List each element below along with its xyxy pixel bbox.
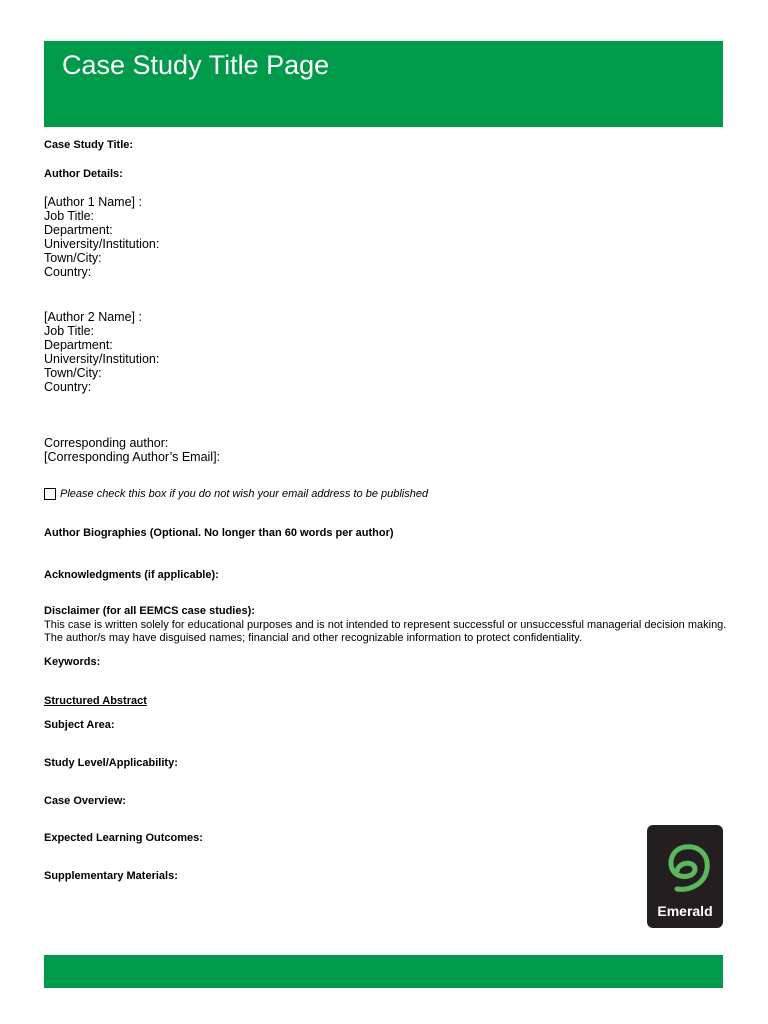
keywords-label: Keywords:	[44, 656, 101, 668]
email-publish-checkbox-label: Please check this box if you do not wish your email address to be published	[60, 488, 429, 500]
page-title: Case Study Title Page	[62, 50, 330, 80]
corresponding-author-email: [Corresponding Author’s Email]:	[44, 450, 221, 464]
emerald-logo	[647, 825, 723, 928]
author-1-country: Country:	[44, 265, 92, 279]
author-2-institution: University/Institution:	[44, 352, 160, 366]
header-band	[44, 41, 723, 127]
author-2-department: Department:	[44, 338, 113, 352]
author-1-department: Department:	[44, 223, 113, 237]
email-publish-option	[44, 488, 428, 500]
email-publish-checkbox[interactable]	[44, 488, 56, 500]
case-study-title-label: Case Study Title:	[44, 139, 134, 151]
case-overview-label: Case Overview:	[44, 795, 126, 807]
author-1-name: [Author 1 Name] :	[44, 195, 142, 209]
learning-outcomes-label: Expected Learning Outcomes:	[44, 832, 203, 844]
disclaimer-label: Disclaimer (for all EEMCS case studies):	[44, 605, 255, 617]
author-details-label: Author Details:	[44, 168, 123, 180]
author-2-block	[44, 310, 159, 394]
corresponding-author-label: Corresponding author:	[44, 436, 169, 450]
author-1-town: Town/City:	[44, 251, 102, 265]
author-1-job-title: Job Title:	[44, 209, 95, 223]
author-1-block	[44, 195, 159, 279]
study-level-label: Study Level/Applicability:	[44, 757, 178, 769]
author-2-name: [Author 2 Name] :	[44, 310, 142, 324]
author-biographies-label: Author Biographies (Optional. No longer than 60 words per author)	[44, 527, 394, 539]
emerald-logo-text: Emerald	[657, 903, 713, 919]
corresponding-author-block	[44, 436, 220, 464]
author-1-institution: University/Institution:	[44, 237, 160, 251]
supplementary-materials-label: Supplementary Materials:	[44, 870, 178, 882]
emerald-spiral-icon	[655, 833, 715, 901]
disclaimer-text: This case is written solely for educational purposes and is not intended to represent successful or unsuccessful managerial decision making. The author/s may have disguised names; financial and other recognizable information to protect confidentiality.	[44, 619, 727, 644]
author-2-town: Town/City:	[44, 366, 102, 380]
footer-band	[44, 955, 723, 988]
structured-abstract-heading: Structured Abstract	[44, 695, 147, 707]
author-2-country: Country:	[44, 380, 92, 394]
author-2-job-title: Job Title:	[44, 324, 95, 338]
acknowledgments-label: Acknowledgments (if applicable):	[44, 569, 219, 581]
subject-area-label: Subject Area:	[44, 719, 115, 731]
